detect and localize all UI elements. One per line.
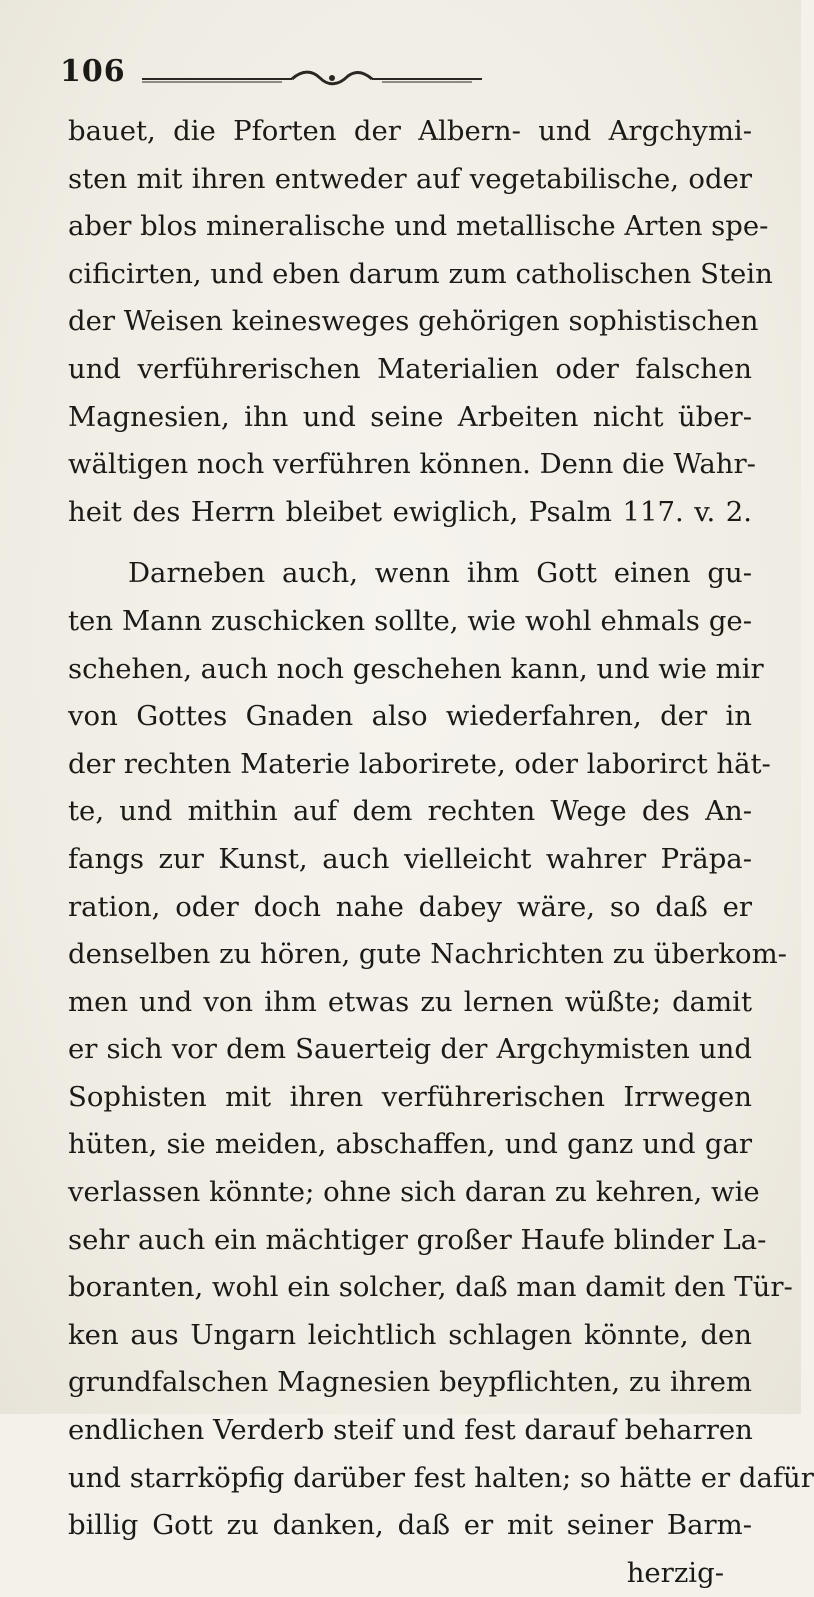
text-line: er sich vor dem Sauerteig der Argchymisten und xyxy=(68,1033,752,1066)
text-line: grundfalschen Magnesien beypflichten, zu ihrem xyxy=(68,1366,752,1399)
text-line: Sophisten mit ihren verführerischen Irrwegen xyxy=(68,1080,752,1113)
text-line: und starrköpfig darüber fest halten; so hätte er dafür xyxy=(68,1461,814,1494)
text-line: sten mit ihren entweder auf vegetabilische, oder xyxy=(68,162,752,195)
text-line: boranten, wohl ein solcher, daß man damit den Tür- xyxy=(68,1271,793,1304)
text-line: heit des Herrn bleibet ewiglich, Psalm 117. v. 2. xyxy=(68,495,752,528)
text-line: verlassen könnte; ohne sich daran zu kehren, wie xyxy=(68,1176,760,1209)
text-line: hüten, sie meiden, abschaffen, und ganz und gar xyxy=(68,1128,752,1161)
text-line: schehen, auch noch geschehen kann, und wie mir xyxy=(68,652,764,685)
text-line: der Weisen keinesweges gehörigen sophistischen xyxy=(68,305,759,338)
text-line: ten Mann zuschicken sollte, wie wohl ehmals ge- xyxy=(68,604,752,637)
text-line: fangs zur Kunst, auch vielleicht wahrer Präpa- xyxy=(68,842,752,875)
text-line: Darneben auch, wenn ihm Gott einen gu- xyxy=(128,557,752,590)
page-number: 106 xyxy=(60,54,126,89)
text-line: der rechten Materie laborirete, oder laborirct hät- xyxy=(68,747,771,780)
text-line: bauet, die Pforten der Albern- und Argchymi- xyxy=(68,115,752,147)
page-header xyxy=(60,48,760,108)
catchword: herzig- xyxy=(626,1556,724,1589)
text-line: und verführerischen Materialien oder falschen xyxy=(68,352,752,385)
body-text xyxy=(68,108,814,1597)
text-line: billig Gott zu danken, daß er mit seiner Barm- xyxy=(68,1509,752,1542)
text-line: ration, oder doch nahe dabey wäre, so daß er xyxy=(68,890,752,923)
text-line: denselben zu hören, gute Nachrichten zu überkom- xyxy=(68,938,787,971)
paragraph-gap xyxy=(68,536,752,550)
text-line: ken aus Ungarn leichtlich schlagen könnte, den xyxy=(68,1318,752,1351)
text-line: Magnesien, ihn und seine Arbeiten nicht über- xyxy=(68,400,752,433)
text-line: sehr auch ein mächtiger großer Haufe blinder La- xyxy=(68,1223,767,1256)
text-line: von Gottes Gnaden also wiederfahren, der in xyxy=(68,700,752,733)
text-line: aber blos mineralische und metallische Arten spe- xyxy=(68,210,769,243)
text-line: te, und mithin auf dem rechten Wege des An- xyxy=(68,795,752,828)
header-ornament-icon xyxy=(142,70,482,86)
text-line: cificirten, und eben darum zum catholischen Stein xyxy=(68,257,773,290)
text-line: endlichen Verderb steif und fest darauf beharren xyxy=(68,1414,753,1447)
text-line: wältigen noch verführen können. Denn die Wahr- xyxy=(68,448,756,481)
text-line: men und von ihm etwas zu lernen wüßte; damit xyxy=(68,985,752,1018)
